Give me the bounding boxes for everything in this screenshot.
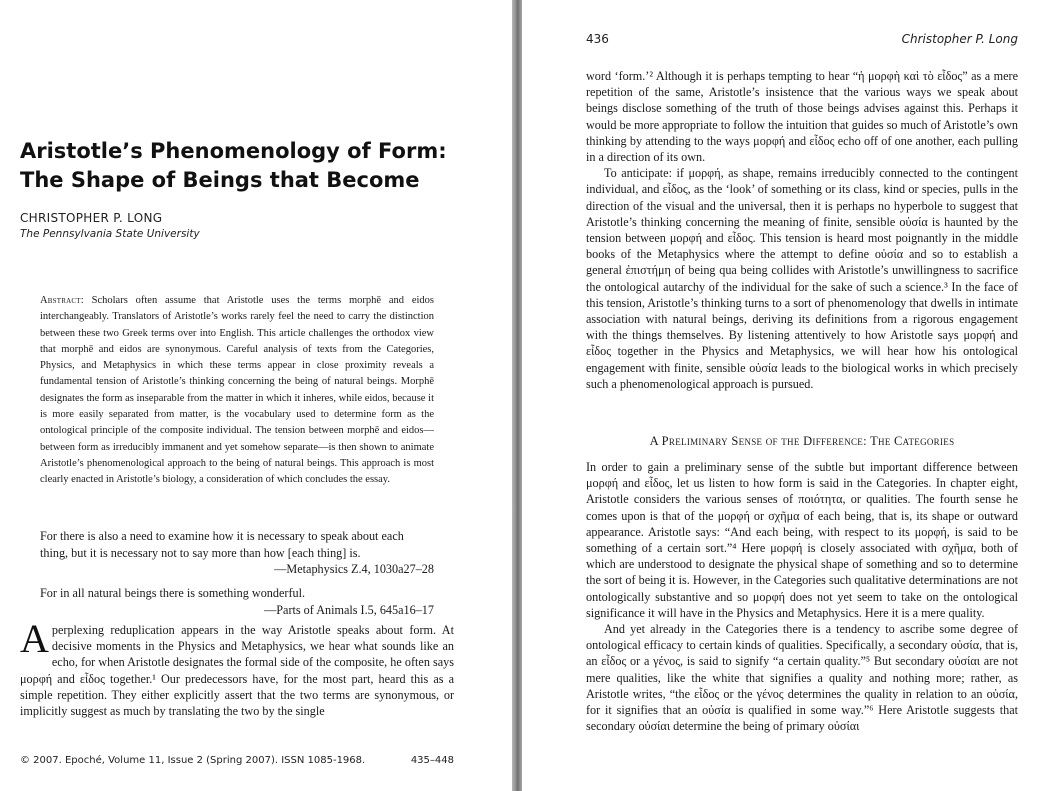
epigraph-text: For in all natural beings there is something wonderful. [40, 586, 306, 600]
right-text-block-bottom [586, 459, 1018, 734]
right-text-block-top [586, 68, 1018, 392]
section-heading: A Preliminary Sense of the Difference: The Categories [649, 434, 955, 448]
paragraph: And yet already in the Categories there is a tendency to ascribe some degree of ontological efficacy to certain kinds of qualities. Specifically, a secondary οὐσία, that is, an εἶδος or a γένος, is said to signify “a certain quality.”⁵ But secondary οὐσίαι are not mere qualities, like the white that signifies a quality and nothing more; rather, as Aristotle writes, “the εἶδος or the γένος determines the quality in relation to an οὐσία, for it signifies that an οὐσία is qualified in some way.”⁶ Here Aristotle suggests that secondary οὐσίαι determine the being of primary οὐσίαι [586, 622, 1018, 734]
epigraph-parts-of-animals [40, 585, 434, 618]
title-line-2: The Shape of Beings that Become [20, 168, 420, 192]
book-gutter [512, 0, 522, 791]
title-line-1: Aristotle’s Phenomenology of Form: [20, 139, 447, 163]
page-footer [20, 755, 454, 766]
footer-page-range: 435–448 [410, 755, 454, 766]
paragraph: To anticipate: if μορφή, as shape, remains irreducibly connected to the contingent individual, and εἶδος, as the ‘look’ of something or its class, kind or species, pulls in the direction of the visual and the universal, then it is perhaps no hyperbole to suggest that Aristotle’s thinking concerning the meaning of finite, sensible οὐσία is haunted by the tension between μορφή and εἶδος. This tension is heard most poignantly in the middle books of the Metaphysics where the attempt to define οὐσία and so to establish a general ἐπιστήμη of being qua being collides with Aristotle’s unwillingness to sacrifice the ontological autarchy of the individual for the sake of such a science.³ In the face of this tension, Aristotle’s thinking turns to a sort of phenomenology that dwells in intimate association with natural beings, deriving its definitions from a rigorous engagement with the things themselves. By listening attentively to how Aristotle says μορφή and εἶδος together in the Physics and Metaphysics, we will hear how his ontological engagement with finite, sensible οὐσία leads to the biological works in which precisely such a phenomenological approach is pursued. [586, 166, 1018, 391]
abstract [40, 293, 434, 489]
epigraph-source: —Parts of Animals I.5, 645a16–17 [264, 602, 434, 617]
running-head [586, 32, 1018, 50]
epigraph-text: For there is also a need to examine how it is necessary to speak about each thing, but it is necessary not to say more than how [each thing] is. [40, 529, 404, 560]
author-block [20, 211, 200, 240]
drop-cap: A [20, 616, 49, 661]
page-number: 436 [586, 32, 609, 46]
epigraph-metaphysics [40, 528, 434, 578]
paragraph: word ‘form.’² Although it is perhaps tempting to hear “ἡ μορφὴ καὶ τὸ εἶδος” as a mere repetition of the same, Aristotle’s insistence that the various ways we speak about beings disclose something of the truth of those beings advises against this. Perhaps it would be more appropriate to follow the intuition that guides so much of Aristotle’s own thinking by attending to the ways μορφή and εἶδος echo off of one another, each pulling in a direction of its own. [586, 69, 1018, 165]
opening-paragraph [20, 616, 454, 719]
opening-paragraph-text: perplexing reduplication appears in the way Aristotle speaks about form. At decisive moments in the Physics and Metaphysics, we hear what sounds like an echo, for when Aristotle designates the formal side of the composite, he often says μορφή and εἶδος together.¹ Our predecessors have, for the most part, heard this as a simple repetition. They either explicitly assert that the two terms are synonymous, or implicitly suggest as much by translating the two by the single [20, 623, 454, 719]
abstract-text: Scholars often assume that Aristotle uses the terms morphē and eidos interchangeably. Translators of Aristotle’s works rarely feel the need to carry the distinction between these two Greek terms over into English. This article challenges the orthodox view that morphē and eidos are synonymous. Careful analysis of texts from the Categories, Physics, and Metaphysics in which these terms appear in close proximity reveals a fundamental tension of Aristotle’s thinking concerning the being of natural beings. Morphē designates the form as inseparable from the matter in which it inheres, while eidos, because it is more easily separated from matter, is the vocabulary used to determine form as the ontological principle of the composite individual. The tension between morphē and eidos—between form as irreducibly immanent and yet somehow separate—is then shown to animate Aristotle’s phenomenological approach to the being of natural beings. This approach is most clearly enacted in Aristotle’s biology, a consideration of which concludes the essay. [40, 295, 435, 486]
footer-citation: © 2007. Epoché, Volume 11, Issue 2 (Spring 2007). ISSN 1085-1968. [20, 755, 366, 766]
author-affiliation: The Pennsylvania State University [20, 228, 200, 240]
epigraph-source: —Metaphysics Z.4, 1030a27–28 [274, 562, 434, 576]
running-head-author: Christopher P. Long [901, 32, 1018, 46]
article-title [20, 137, 490, 195]
abstract-label: Abstract: [40, 295, 84, 306]
paragraph: In order to gain a preliminary sense of the subtle but important difference between μορφή and εἶδος, let us listen to how form is said in the Categories. In chapter eight, Aristotle considers the various senses of ποιότητα, or qualities. The fourth sense he comes upon is that of the μορφή or σχῆμα of each being, that is, its shape or outward appearance. Aristotle says: “And each being, with respect to its μορφή, is said to be something of a certain sort.”⁴ Here μορφή is closely associated with σχῆμα, both of which are understood to designate the physical shape of something and so to determine the sort of being it is. However, in the Categories such qualitative determinations are not ontologically substantive and so μορφή does not yet seem to take on the ontological significance it will have in the Physics and Metaphysics. Here it is a mere quality. [586, 460, 1018, 620]
author-name: CHRISTOPHER P. LONG [20, 211, 163, 225]
